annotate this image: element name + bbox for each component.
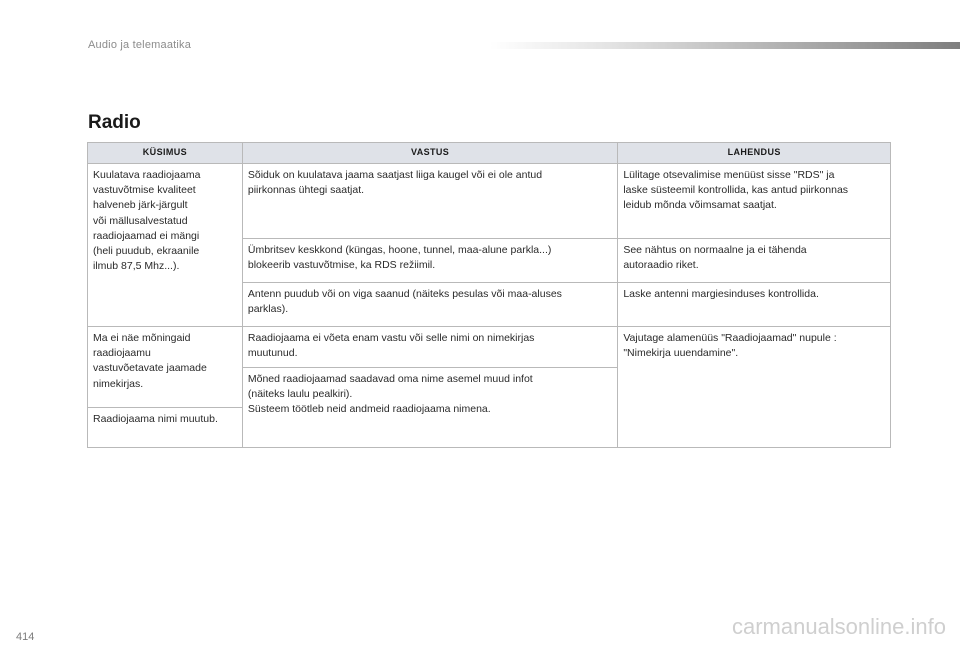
- troubleshooting-table: [87, 142, 891, 448]
- answer-cell: Mõned raadiojaamad saadavad oma nime asemel muud infot (näiteks laulu pealkiri). Süsteem töötleb neid andmeid raadiojaama nimena.: [242, 368, 617, 448]
- question-cell: Kuulatava raadiojaama vastuvõtmise kvaliteet halveneb järk-järgult või mällusalvestatud raadiojaamad ei mängi (heli puudub, ekraanile ilmub 87,5 Mhz...).: [88, 164, 243, 327]
- question-cell: Ma ei näe mõningaid raadiojaamu vastuvõetavate jaamade nimekirjas.: [88, 327, 243, 408]
- solution-cell: Vajutage alamenüüs "Raadiojaamad" nupule : "Nimekirja uuendamine".: [618, 327, 891, 448]
- answer-cell: Raadiojaama ei võeta enam vastu või selle nimi on nimekirjas muutunud.: [242, 327, 617, 368]
- column-header-solution: LAHENDUS: [618, 143, 891, 164]
- page-title: Radio: [88, 112, 141, 133]
- section-label: Audio ja telemaatika: [88, 39, 192, 51]
- solution-cell: See nähtus on normaalne ja ei tähenda autoraadio riket.: [618, 239, 891, 283]
- column-header-question: KÜSIMUS: [88, 143, 243, 164]
- header-gradient-bar: [490, 42, 960, 49]
- table-row: [88, 164, 891, 239]
- table-header-row: [88, 143, 891, 164]
- answer-cell: Antenn puudub või on viga saanud (näiteks pesulas või maa-aluses parklas).: [242, 283, 617, 327]
- answer-cell: Sõiduk on kuulatava jaama saatjast liiga kaugel või ei ole antud piirkonnas ühtegi saatjat.: [242, 164, 617, 239]
- solution-cell: Laske antenni margiesinduses kontrollida.: [618, 283, 891, 327]
- answer-cell: Ümbritsev keskkond (küngas, hoone, tunnel, maa-alune parkla...) blokeerib vastuvõtmise, ka RDS režiimil.: [242, 239, 617, 283]
- solution-cell: Lülitage otsevalimise menüüst sisse "RDS" ja laske süsteemil kontrollida, kas antud piirkonnas leidub mõnda võimsamat saatjat.: [618, 164, 891, 239]
- column-header-answer: VASTUS: [242, 143, 617, 164]
- table-row: [88, 327, 891, 368]
- question-cell: Raadiojaama nimi muutub.: [88, 408, 243, 448]
- watermark: carmanualsonline.info: [731, 614, 946, 639]
- page-number: 414: [16, 631, 35, 643]
